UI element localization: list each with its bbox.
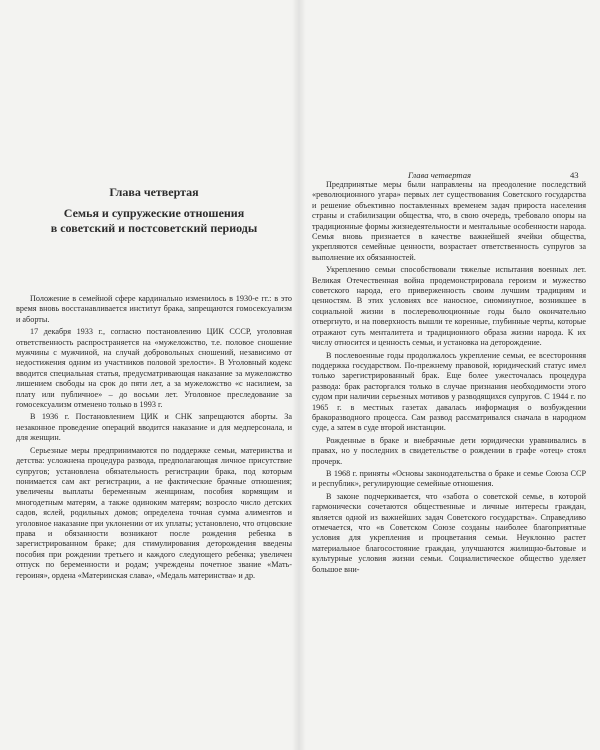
right-page-body xyxy=(312,180,586,577)
paragraph: Укреплению семьи способствовали тяжелые испытания военных лет. Великая Отечественная война продемонстрировала героизм и мужество советского народа, его приверженность своим лучшим традициям и ценностям. В этих условиях все наносное, сиюминутное, возникшее в социальной жизни в послереволюционные годы было окончательно отвергнуто, и на поверхность вышли те коренные, глубинные черты, которые отражают суть менталитета и традиционного образа жизни народа. К их числу относится и ценность семьи, и установка на деторождение. xyxy=(312,265,586,348)
running-head: Глава четвертая xyxy=(408,170,472,180)
paragraph: В 1968 г. приняты «Основы законодательства о браке и семье Союза ССР и республик», регулирующие семейные отношения. xyxy=(312,468,586,489)
paragraph: В послевоенные годы продолжалось укрепление семьи, ее всесторонняя поддержка государством. По-прежнему правовой, юридический статус имел только зарегистрированный брак. Еще более ужесточалась процедура развода: брак расторгался только в случае признания необходимости этого судом при наличии серьезных мотивов у разводящихся супругов. С 1944 г. по 1965 г. в местных газетах давалась информация о возбуждении бракоразводного процесса. Сам развод рассматривался сначала в народном суде, а затем в суде второй инстанции. xyxy=(312,350,586,433)
left-page xyxy=(16,0,292,750)
paragraph: Положение в семейной сфере кардинально изменилось в 1930-е гг.: в это время вновь восстанавливается институт брака, запрещаются гомосексуализм и аборты. xyxy=(16,294,292,324)
right-page xyxy=(312,0,586,750)
chapter-title: Глава четвертая xyxy=(109,185,199,199)
paragraph: В 1936 г. Постановлением ЦИК и СНК запрещаются аборты. За незаконное проведение операций вводится наказание и для медперсонала, и для женщин. xyxy=(16,412,292,443)
paragraph: Серьезные меры предпринимаются по поддержке семьи, материнства и детства: усложнена процедура развода, предполагающая личное присутствие супругов; установлена обязательность регистрации брака, под которым понимается сам акт регистрации, а не фактические брачные отношения; увеличены выплаты беременным женщинам, пособия кормящим и многодетным матерям, а также одиноким матерям; возросло число детских садов, яслей, родильных домов; определена точная сумма алиментов и уголовное наказание при уклонении от их уплаты; установлено, что отцовские права и обязанности возникают после рождения ребенка в зарегистрированном браке; для стимулирования деторождения введены пособия при рождении третьего и каждого следующего ребенка; увеличен отпуск по беременности и родам; учреждены почетное звание «Мать-героиня», ордена «Материнская слава», «Медаль материнства» и др. xyxy=(16,445,292,580)
paragraph: Рожденные в браке и внебрачные дети юридически уравнивались в правах, но у последних в свидетельстве о рождении в графе «отец» стоял прочерк. xyxy=(312,435,586,466)
section-title xyxy=(16,206,292,236)
paragraph: 17 декабря 1933 г., согласно постановлению ЦИК СССР, уголовная ответственность распространяется на «мужеложство, т.е. половое сношение мужчины с мужчиной, на случай добровольных сношений, независимо от недостижения одним из участников половой зрелости». В Уголовный кодекс вводится специальная статья, предусматривающая наказание за мужеложство лишением свободы на срок до пяти лет, а за мужеложство «с насилием, за плату или публичное» – до восьми лет. Уголовное преследование за гомосексуализм отменено только в 1993 г. xyxy=(16,327,292,410)
section-title-line: Семья и супружеские отношения xyxy=(63,206,245,220)
section-title-line: в советский и постсоветский периоды xyxy=(50,221,258,235)
page-number: 43 xyxy=(570,170,579,180)
book-gutter xyxy=(292,0,306,750)
paragraph: Предпринятые меры были направлены на преодоление последствий «революционного угара» первых лет существования Советского государства и решение объективно поставленных временем задач прироста населения страны и стабилизации общества, что, в свою очередь, требовало опоры на традиционные формы жизнедеятельности и ментальные особенности народа. Семья вновь признается в качестве важнейшей ячейки общества, укрепляются семейные ценности, возрастает ответственность супругов за выполнение их обязанностей. xyxy=(312,180,586,262)
left-page-body xyxy=(16,294,292,583)
paragraph: В законе подчеркивается, что «забота о советской семье, в которой гармонически сочетаются общественные и личные интересы граждан, является одной из важнейших задач Советского государства». Справедливо отмечается, что «в Советском Союзе созданы наиболее благоприятные условия для укрепления и процветания семьи. Неуклонно растет материальное благосостояние граждан, улучшаются жилищно-бытовые и культурные условия жизни семьи. Социалистическое общество уделяет большое вни- xyxy=(312,491,586,574)
